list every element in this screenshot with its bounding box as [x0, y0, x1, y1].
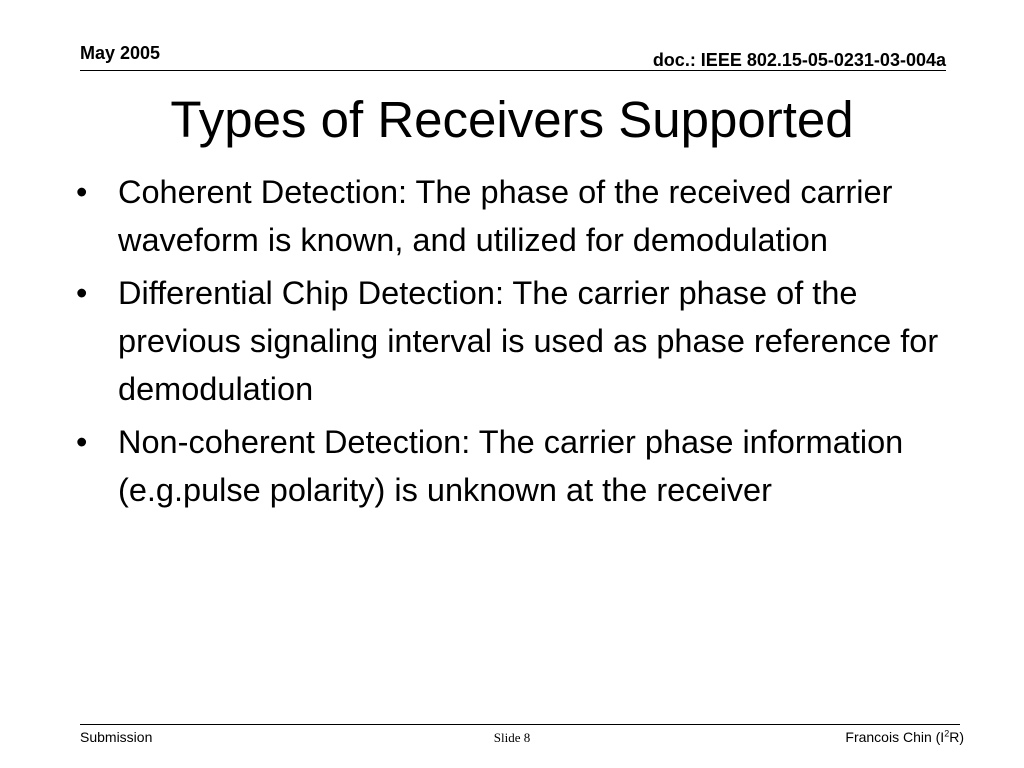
author-suffix: R) [949, 729, 964, 745]
author-prefix: Francois Chin (I [845, 729, 945, 745]
header-date: May 2005 [80, 43, 161, 63]
bullet-item [76, 269, 976, 413]
bullet-dot-icon: • [76, 275, 88, 311]
footer-submission: Submission [80, 729, 153, 745]
footer-divider [80, 724, 960, 725]
bullet-item [76, 418, 976, 514]
footer-author [845, 728, 964, 746]
bullet-dot-icon: • [76, 174, 88, 210]
header-divider [80, 70, 946, 71]
bullet-dot-icon: • [76, 424, 88, 460]
bullet-text: Differential Chip Detection: The carrier phase of the previous signaling interval is used as phase reference for demodulation [118, 275, 939, 407]
bullet-list [76, 168, 976, 519]
slide-number: 8 [523, 730, 531, 745]
slide-title: Types of Receivers Supported [170, 91, 854, 148]
slide-label: Slide [493, 730, 521, 745]
bullet-item [76, 168, 976, 264]
author-superscript: 2 [944, 728, 950, 739]
bullet-text: Coherent Detection: The phase of the received carrier waveform is known, and utilized for demodulation [118, 174, 893, 258]
bullet-text: Non-coherent Detection: The carrier phase information (e.g.pulse polarity) is unknown at the receiver [118, 424, 904, 508]
header-doc-id: doc.: IEEE 802.15-05-0231-03-004a [652, 50, 946, 70]
